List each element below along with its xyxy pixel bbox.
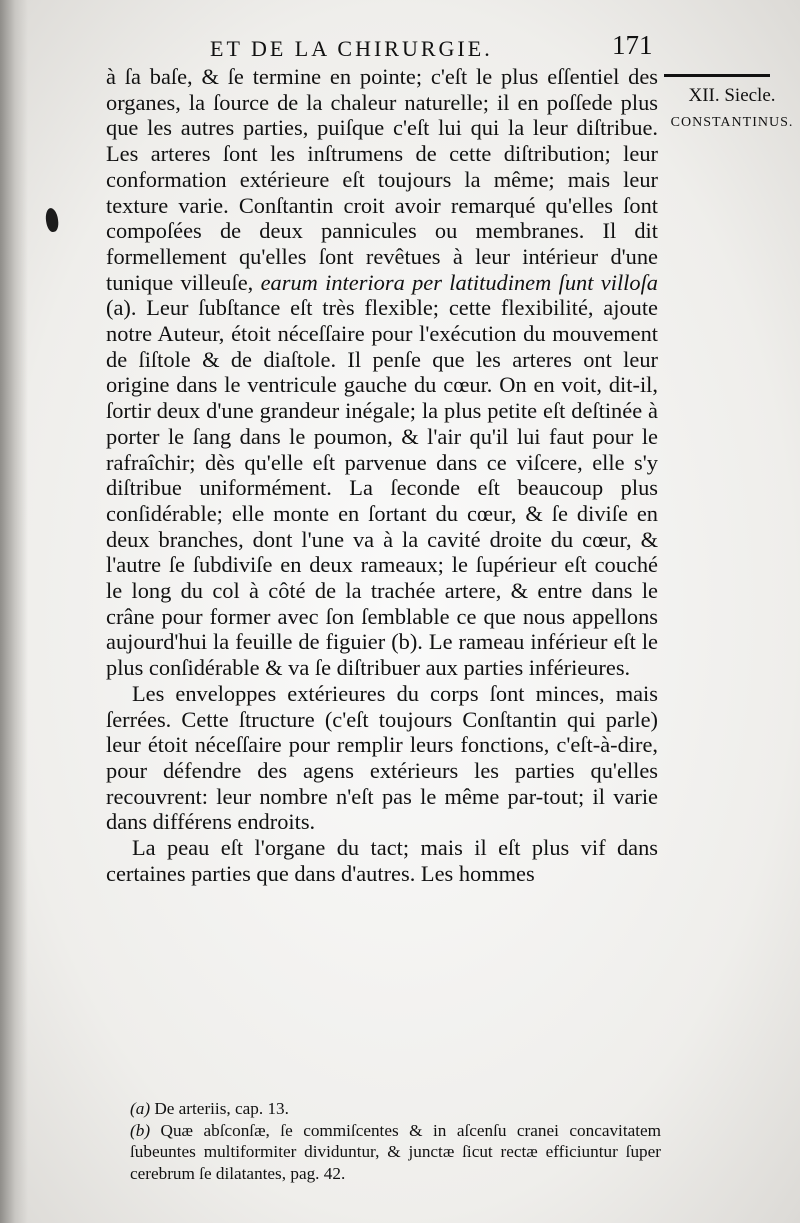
margin-rule — [664, 74, 770, 77]
paragraph-3: La peau eſt l'organe du tact; mais il eſt plus vif dans certaines parties que dans d'autres. Les hommes — [106, 835, 658, 886]
footnote-a — [116, 1098, 661, 1120]
paragraph-1-text-b: (a). Leur ſubſtance eſt très flexible; cette flexibilité, ajoute notre Auteur, étoit néceſſaire pour l'exécution du mouvement de ſiſtole & de diaſtole. Il penſe que les arteres ont leur origine dans le ventricule gauche du cœur. On en voit, dit-il, ſortir deux d'une grandeur inégale; la plus petite eſt deſtinée à porter le ſang dans le poumon, & l'air qu'il lui faut pour le rafraîchir; dès qu'elle eſt parvenue dans ce viſcere, elle s'y diſtribue uniformément. La ſeconde eſt beaucoup plus conſidérable; elle monte en ſortant du cœur, & ſe diviſe en deux branches, dont l'une va à la cavité droite du cœur, & l'autre ſe ſubdiviſe en deux rameaux; le ſupérieur eſt couché le long du col à côté de la trachée artere, & entre dans le crâne pour former avec ſon ſemblable ce que nous appellons aujourd'hui la feuille de figuier (b). Le rameau inférieur eſt le plus conſidérable & va ſe diſtribuer aux parties inférieures. — [106, 295, 658, 681]
paragraph-1-text-a: à ſa baſe, & ſe termine en pointe; c'eſt le plus eſſentiel des organes, la ſource de la chaleur naturelle; il en poſſede plus que les autres parties, puiſque c'eſt lui qui la leur diſtribue. Les arteres ſont les inſtrumens de cette diſtribution; leur conformation extérieure eſt toujours la même; mais leur texture varie. Conſtantin croit avoir remarqué qu'elles ſont compoſées de deux pannicules ou membranes. Il dit formellement qu'elles ſont revêtues à leur intérieur d'une tunique villeuſe, — [106, 64, 658, 295]
running-head: ET DE LA CHIRURGIE. — [210, 36, 493, 61]
ink-blot — [44, 207, 59, 232]
footnote-b — [116, 1120, 661, 1185]
paragraph-1 — [106, 64, 658, 681]
margin-century: XII. Siecle. — [688, 85, 776, 106]
margin-author-name: CONSTANTINUS. — [670, 115, 794, 130]
footnote-a-mark: (a) — [130, 1099, 151, 1118]
main-text — [106, 64, 658, 887]
footnote-a-text: De arteriis, cap. 13. — [154, 1099, 289, 1118]
margin-note — [664, 84, 800, 134]
footnotes — [116, 1098, 661, 1184]
paragraph-2: Les enveloppes extérieures du corps ſont minces, mais ſerrées. Cette ſtructure (c'eſt toujours Conſtantin qui parle) leur étoit néceſſaire pour remplir leurs fonctions, c'eſt-à-dire, pour défendre des agens extérieurs les parties qu'elles recouvrent: leur nombre n'eſt pas le même par-tout; il varie dans différens endroits. — [106, 680, 658, 835]
footnote-b-mark: (b) — [130, 1120, 151, 1140]
gutter-shadow — [0, 0, 28, 1223]
page-number: 171 — [612, 30, 653, 60]
latin-quote: earum interiora per latitudinem ſunt villoſa — [260, 269, 658, 295]
footnote-b-text: Quæ abſconſæ, ſe commiſcentes & in aſcenſu cranei concavitatem ſubeuntes multiformiter dividuntur, & junctæ ſicut rectæ efficiuntur ſuper cerebrum ſe dilatantes, pag. 42. — [130, 1120, 662, 1183]
